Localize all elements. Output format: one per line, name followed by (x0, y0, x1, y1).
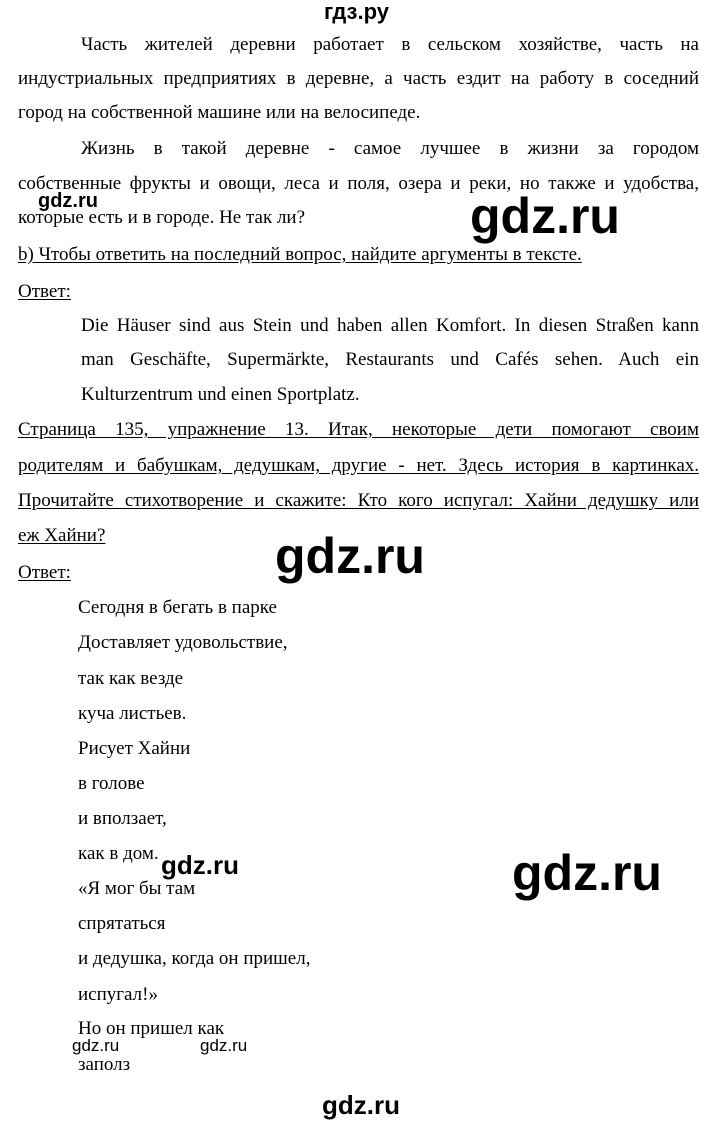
poem-line-1: Сегодня в бегать в парке (78, 597, 277, 618)
poem-line-10: спрятаться (78, 913, 166, 934)
exercise13-line-1: Страница 135, упражнение 13. Итак, некоторые дети помогают своим (18, 419, 699, 440)
answer-b-line-3: Kulturzentrum und einen Sportplatz. (81, 384, 360, 405)
watermark-large-3: gdz.ru (512, 845, 662, 901)
task-b-heading: b) Чтобы ответить на последний вопрос, найдите аргументы в тексте. (18, 244, 582, 265)
exercise13-line-2: родителям и бабушкам, дедушкам, другие - нет. Здесь история в картинках. (18, 455, 699, 476)
watermark-bottom: gdz.ru (322, 1090, 400, 1120)
exercise13-line-3: Прочитайте стихотворение и скажите: Кто кого испугал: Хайни дедушку или (18, 490, 699, 511)
poem-line-13: Но он пришел как (78, 1018, 225, 1039)
poem-line-5: Рисует Хайни (78, 738, 191, 759)
para1-line-3: город на собственной машине или на велосипеде. (18, 102, 421, 123)
poem-line-14: заполз (78, 1054, 131, 1075)
poem-line-11: и дедушка, когда он пришел, (78, 948, 311, 969)
answer-b-line-1: Die Häuser sind aus Stein und haben allen Komfort. In diesen Straßen kann (81, 315, 699, 336)
para2-line-2: собственные фрукты и овощи, леса и поля, озера и реки, но также и удобства, (18, 173, 699, 194)
poem-line-4: куча листьев. (78, 703, 187, 724)
watermark-small-1: gdz.ru (38, 190, 98, 212)
poem-line-2: Доставляет удовольствие, (78, 632, 288, 653)
para2-line-3: которые есть и в городе. Не так ли? (18, 207, 306, 228)
para1-line-1: Часть жителей деревни работает в сельском хозяйстве, часть на (81, 34, 699, 55)
page-header-title: гдз.ру (324, 0, 389, 24)
poem-line-8: как в дом. (78, 843, 159, 864)
poem-line-9: «Я мог бы там (78, 878, 196, 899)
poem-line-6: в голове (78, 773, 145, 794)
poem-line-12: испугал!» (78, 984, 158, 1005)
exercise13-line-4: еж Хайни? (18, 525, 106, 546)
watermark-small-3: gdz.ru (200, 1036, 248, 1055)
answer-label-2: Ответ: (18, 562, 71, 583)
answer-b-line-2: man Geschäfte, Supermärkte, Restaurants und Cafés sehen. Auch ein (81, 349, 699, 370)
para1-line-2: индустриальных предприятиях в деревне, а часть ездит на работу в соседний (18, 68, 699, 89)
para2-line-1: Жизнь в такой деревне - самое лучшее в жизни за городом (81, 138, 699, 159)
answer-label-1: Ответ: (18, 281, 71, 302)
watermark-large-1: gdz.ru (470, 188, 620, 244)
watermark-small-2: gdz.ru (72, 1036, 120, 1055)
watermark-medium-1: gdz.ru (161, 850, 239, 880)
poem-line-3: так как везде (78, 668, 184, 689)
watermark-large-2: gdz.ru (275, 528, 425, 584)
poem-line-7: и вползает, (78, 808, 167, 829)
